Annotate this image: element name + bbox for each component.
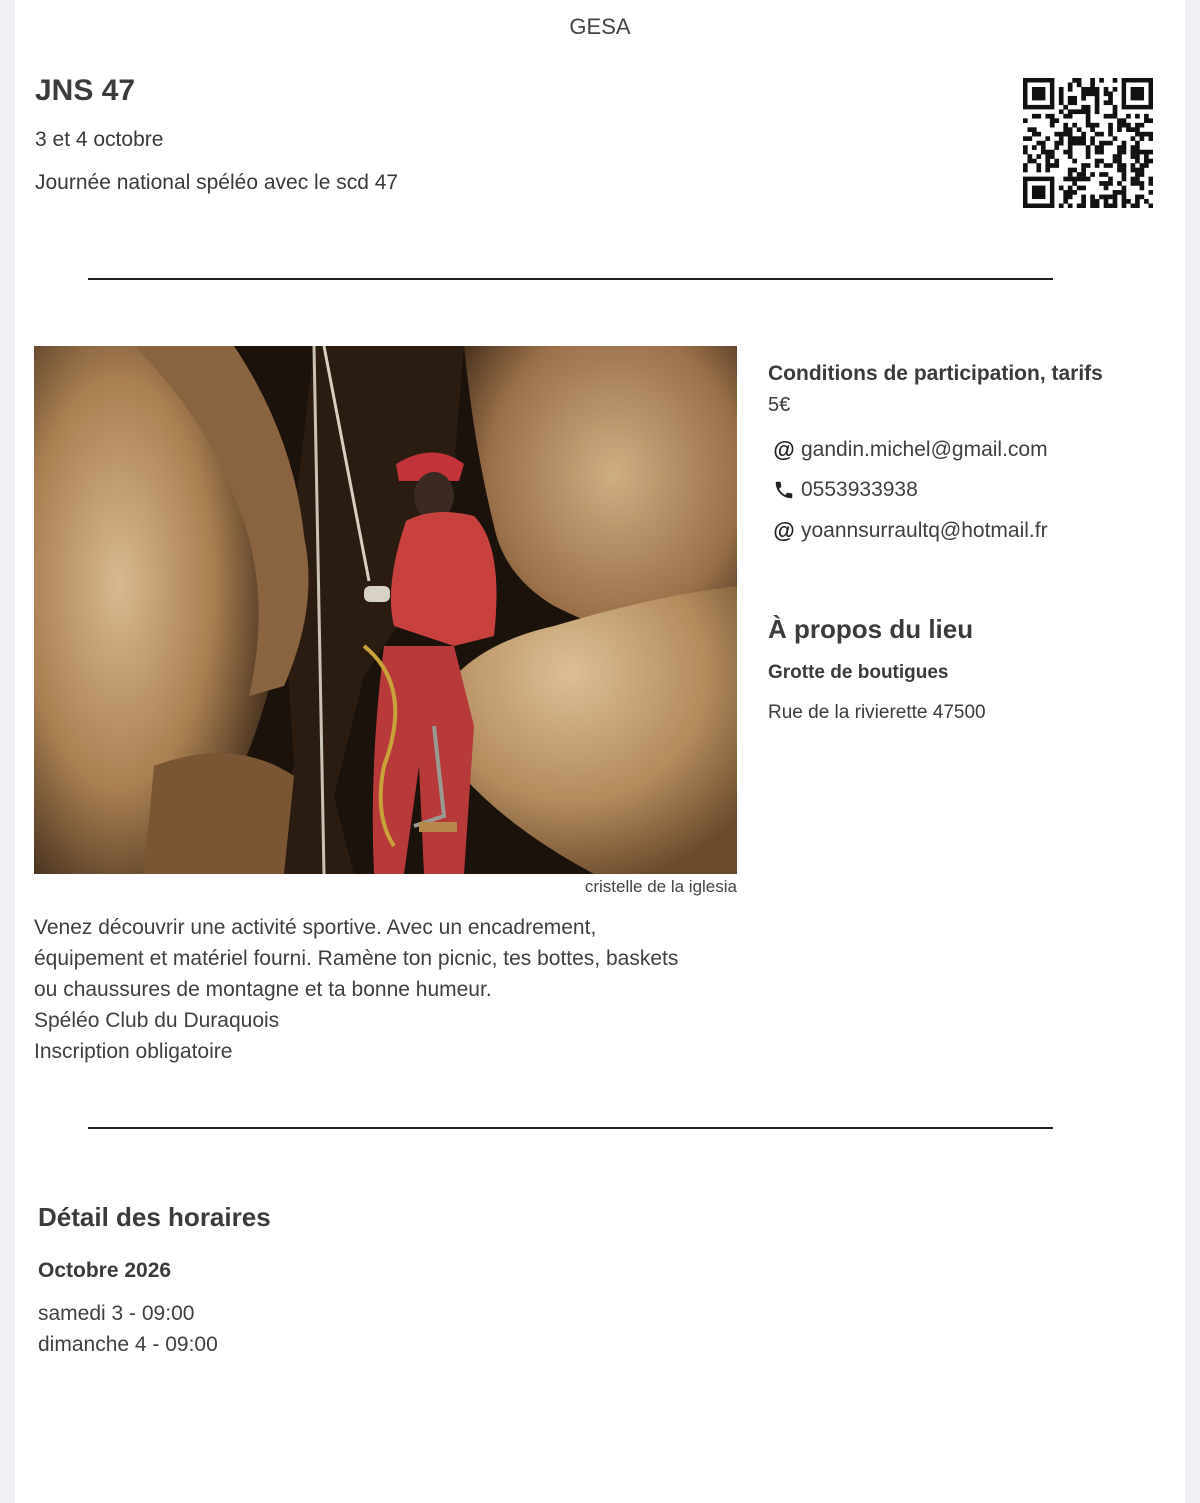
qr-code[interactable] <box>1023 78 1153 208</box>
description-line: Venez découvrir une activité sportive. Avec un encadrement, <box>34 916 597 939</box>
contact-email-1[interactable] <box>772 438 1048 462</box>
brand-name: GESA <box>569 14 631 39</box>
section-divider <box>88 278 1053 280</box>
description-line: Inscription obligatoire <box>34 1040 233 1063</box>
event-title: JNS 47 <box>35 74 136 107</box>
schedule-entry: samedi 3 - 09:00 <box>38 1302 195 1325</box>
description-line: Spéléo Club du Duraquois <box>34 1009 280 1032</box>
description-line: ou chaussures de montagne et ta bonne humeur. <box>34 978 492 1001</box>
conditions-title: Conditions de participation, tarifs <box>768 362 1103 385</box>
photo-credit: cristelle de la iglesia <box>584 877 737 896</box>
contact-value: yoannsurraultq@hotmail.fr <box>801 519 1048 542</box>
contact-value: 0553933938 <box>801 478 918 501</box>
schedule-month: Octobre 2026 <box>38 1259 172 1282</box>
event-description <box>34 912 734 1067</box>
event-sheet <box>15 0 1185 1503</box>
description-line: équipement et matériel fourni. Ramène ton picnic, tes bottes, baskets <box>34 947 679 970</box>
contact-phone[interactable] <box>772 478 918 502</box>
schedule-title: Détail des horaires <box>38 1202 271 1232</box>
phone-icon <box>772 478 796 502</box>
event-dates: 3 et 4 octobre <box>35 128 164 151</box>
event-subtitle: Journée national spéléo avec le scd 47 <box>35 171 399 194</box>
place-title: À propos du lieu <box>768 614 974 644</box>
event-photo <box>34 346 737 874</box>
at-icon: @ <box>773 437 795 462</box>
place-name: Grotte de boutigues <box>768 662 949 683</box>
at-icon: @ <box>773 518 795 543</box>
place-address: Rue de la rivierette 47500 <box>768 702 986 723</box>
contact-email-2[interactable] <box>772 519 1048 543</box>
schedule-list <box>38 1298 218 1360</box>
section-divider <box>88 1127 1053 1129</box>
schedule-entry: dimanche 4 - 09:00 <box>38 1333 218 1356</box>
conditions-price: 5€ <box>768 394 791 416</box>
contact-value: gandin.michel@gmail.com <box>801 438 1048 461</box>
